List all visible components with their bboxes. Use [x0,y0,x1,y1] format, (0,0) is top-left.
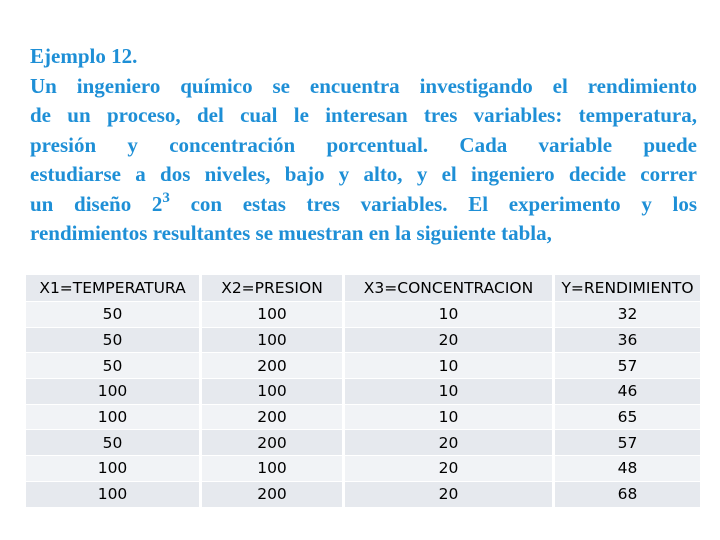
cell-presion: 100 [202,456,342,482]
table-row [26,328,700,354]
paragraph-line-6: rendimientos resultantes se muestran en la siguiente tabla, [30,221,552,245]
results-table [23,275,703,508]
table-row [26,353,700,379]
cell-presion: 100 [202,302,342,328]
cell-rendimiento: 48 [555,456,700,482]
cell-rendimiento: 68 [555,482,700,508]
example-title: Ejemplo 12. [30,44,138,68]
table-row [26,379,700,405]
cell-temperatura: 50 [26,328,199,354]
cell-temperatura: 100 [26,456,199,482]
example-text [30,42,697,249]
line5-post: con estas tres variables. El experimento y los [190,191,698,216]
cell-temperatura: 100 [26,482,199,508]
cell-rendimiento: 65 [555,405,700,431]
cell-presion: 200 [202,482,342,508]
table-row [26,456,700,482]
cell-temperatura: 100 [26,405,199,431]
cell-presion: 100 [202,379,342,405]
cell-temperatura: 50 [26,430,199,456]
table-row [26,482,700,508]
cell-concentracion: 10 [345,379,552,405]
results-table-container [23,275,703,508]
header-concentracion: X3=CONCENTRACION [345,275,552,302]
cell-concentracion: 20 [345,328,552,354]
cell-concentracion: 20 [345,456,552,482]
cell-rendimiento: 57 [555,430,700,456]
formula-exponent: 3 [162,189,170,206]
paragraph-line-3: presión y concentración porcentual. Cada variable puede [30,132,697,157]
cell-concentracion: 10 [345,405,552,431]
header-temperatura: X1=TEMPERATURA [26,275,199,302]
cell-concentracion: 10 [345,302,552,328]
table-row [26,430,700,456]
cell-temperatura: 100 [26,379,199,405]
header-presion: X2=PRESION [202,275,342,302]
design-formula [152,190,170,220]
table-row [26,405,700,431]
paragraph-line-2: de un proceso, del cual le interesan tres variables: temperatura, [30,103,697,127]
formula-base: 2 [151,191,163,216]
cell-temperatura: 50 [26,302,199,328]
cell-concentracion: 20 [345,430,552,456]
header-rendimiento: Y=RENDIMIENTO [555,275,700,302]
cell-presion: 100 [202,328,342,354]
cell-concentracion: 20 [345,482,552,508]
cell-temperatura: 50 [26,353,199,379]
cell-presion: 200 [202,405,342,431]
paragraph-line-4: estudiarse a dos niveles, bajo y alto, y el ingeniero decide correr [30,162,697,186]
cell-rendimiento: 46 [555,379,700,405]
table-row [26,302,700,328]
paragraph-line-5 [30,190,697,220]
paragraph-line-1: Un ingeniero químico se encuentra investigando el rendimiento [30,73,697,98]
cell-presion: 200 [202,430,342,456]
table-header-row [26,275,700,302]
cell-rendimiento: 32 [555,302,700,328]
cell-rendimiento: 36 [555,328,700,354]
cell-concentracion: 10 [345,353,552,379]
cell-rendimiento: 57 [555,353,700,379]
line5-pre: un diseño [30,191,132,216]
cell-presion: 200 [202,353,342,379]
